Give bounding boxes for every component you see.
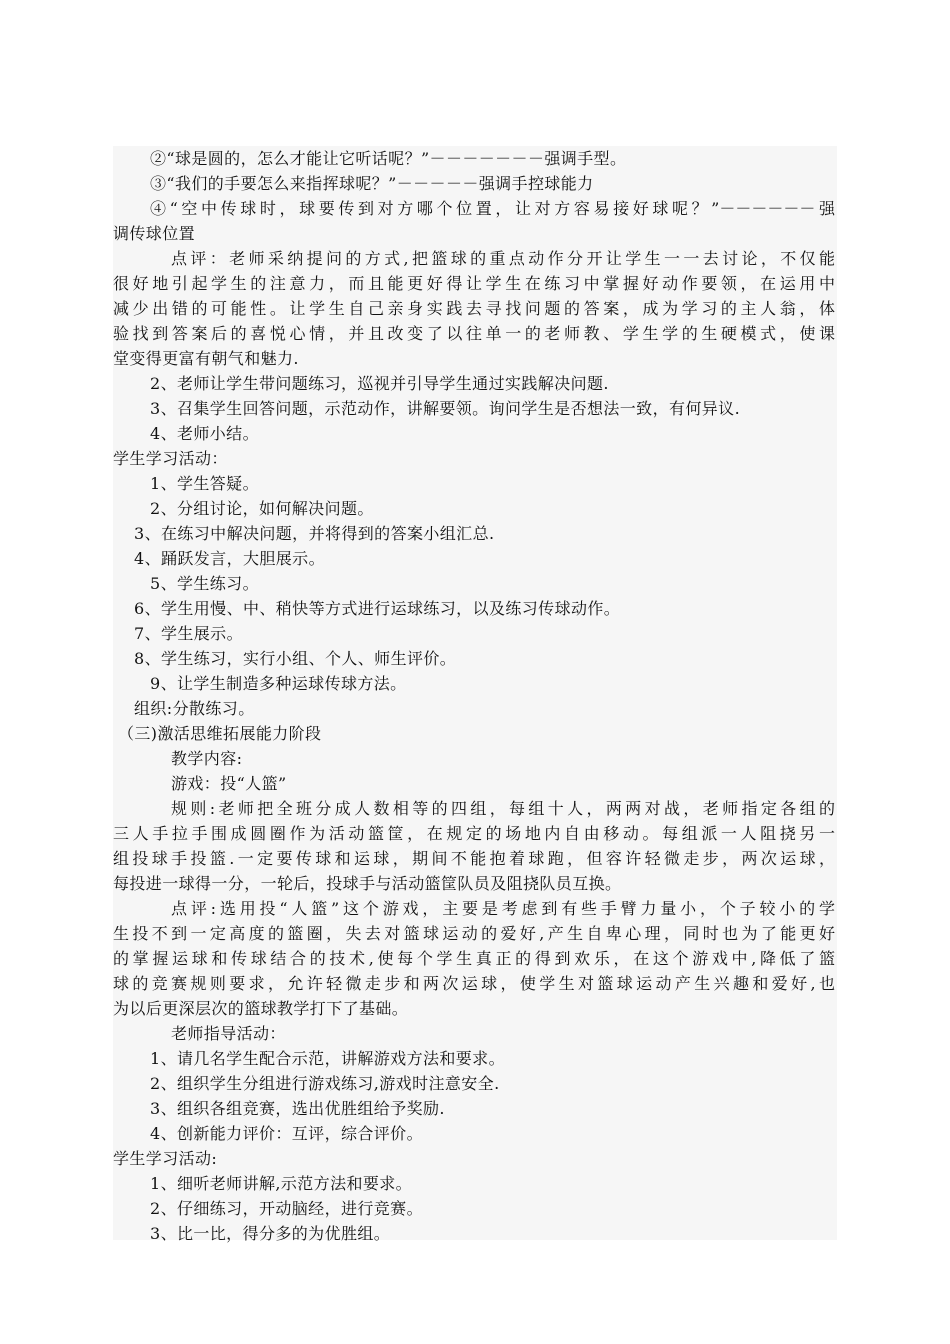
text-line-16: 3、在练习中解决问题，并将得到的答案小组汇总. [134, 524, 495, 543]
text-line-15: 2、分组讨论，如何解决问题。 [150, 499, 374, 518]
text-line-40: 4、创新能力评价：互评，综合评价。 [150, 1124, 423, 1143]
text-line-1: ②“球是圆的，怎么才能让它听话呢？”－－－－－－－强调手型。 [150, 149, 627, 168]
text-line-25: 教学内容: [171, 749, 243, 768]
text-line-12: 4、老师小结。 [150, 424, 259, 443]
text-line-29: 组投球手投篮.一定要传球和运球，期间不能抱着球跑，但容许轻微走步，两次运球， [113, 849, 835, 868]
text-line-13: 学生学习活动： [113, 449, 228, 468]
text-line-6: 很好地引起学生的注意力，而且能更好得让学生在练习中掌握好动作要领，在运用中 [113, 274, 835, 293]
text-line-36: 老师指导活动： [171, 1024, 286, 1043]
text-line-3: ④“空中传球时，球要传到对方哪个位置，让对方容易接好球呢？”－－－－－－强 [150, 199, 835, 218]
text-line-9: 堂变得更富有朝气和魅力. [113, 349, 299, 368]
text-line-38: 2、组织学生分组进行游戏练习,游戏时注意安全. [150, 1074, 500, 1093]
text-line-33: 的掌握运球和传球结合的技术,使每个学生真正的得到欢乐，在这个游戏中,降低了篮 [113, 949, 835, 968]
text-line-39: 3、组织各组竞赛，选出优胜组给予奖励. [150, 1099, 445, 1118]
text-line-30: 每投进一球得一分，一轮后，投球手与活动篮筐队员及阻挠队员互换。 [113, 874, 622, 893]
document-page [113, 146, 837, 1243]
text-line-7: 减少出错的可能性。让学生自己亲身实践去寻找问题的答案，成为学习的主人翁，体 [113, 299, 835, 318]
text-line-24: （三)激活思维拓展能力阶段 [118, 724, 322, 743]
text-line-20: 7、学生展示。 [134, 624, 243, 643]
text-line-44: 3、比一比，得分多的为优胜组。 [150, 1224, 391, 1243]
text-line-34: 球的竞赛规则要求，允许轻微走步和两次运球，使学生对篮球运动产生兴趣和爱好,也 [113, 974, 835, 993]
text-line-5: 点评：老师采纳提问的方式,把篮球的重点动作分开让学生一一去讨论，不仅能 [171, 249, 835, 268]
text-line-17: 4、踊跃发言，大胆展示。 [134, 549, 325, 568]
text-line-22: 9、让学生制造多种运球传球方法。 [150, 674, 407, 693]
text-line-27: 规则:老师把全班分成人数相等的四组，每组十人，两两对战，老师指定各组的 [171, 799, 835, 818]
text-line-26: 游戏：投“人篮” [171, 774, 287, 793]
text-line-14: 1、学生答疑。 [150, 474, 259, 493]
text-line-8: 验找到答案后的喜悦心情，并且改变了以往单一的老师教、学生学的生硬模式，使课 [113, 324, 835, 343]
text-line-35: 为以后更深层次的篮球教学打下了基础。 [113, 999, 409, 1018]
text-line-37: 1、请几名学生配合示范，讲解游戏方法和要求。 [150, 1049, 505, 1068]
text-line-21: 8、学生练习，实行小组、个人、师生评价。 [134, 649, 457, 668]
text-line-41: 学生学习活动: [113, 1149, 218, 1168]
text-line-2: ③“我们的手要怎么来指挥球呢？”－－－－－强调手控球能力 [150, 174, 594, 193]
text-line-18: 5、学生练习。 [150, 574, 259, 593]
text-line-19: 6、学生用慢、中、稍快等方式进行运球练习，以及练习传球动作。 [134, 599, 621, 618]
text-line-42: 1、细听老师讲解,示范方法和要求。 [150, 1174, 413, 1193]
text-line-23: 组织:分散练习。 [134, 699, 255, 718]
text-line-43: 2、仔细练习，开动脑经，进行竞赛。 [150, 1199, 423, 1218]
text-line-10: 2、老师让学生带问题练习，巡视并引导学生通过实践解决问题. [150, 374, 609, 393]
text-line-11: 3、召集学生回答问题，示范动作，讲解要领。询问学生是否想法一致，有何异议. [150, 399, 741, 418]
text-line-31: 点评:选用投“人篮”这个游戏，主要是考虑到有些手臂力量小，个子较小的学 [171, 899, 835, 918]
text-line-28: 三人手拉手围成圆圈作为活动篮筐，在规定的场地内自由移动。每组派一人阻挠另一 [113, 824, 835, 843]
text-line-4: 调传球位置 [113, 224, 196, 243]
text-line-32: 生投不到一定高度的篮圈，失去对篮球运动的爱好,产生自卑心理，同时也为了能更好 [113, 924, 835, 943]
